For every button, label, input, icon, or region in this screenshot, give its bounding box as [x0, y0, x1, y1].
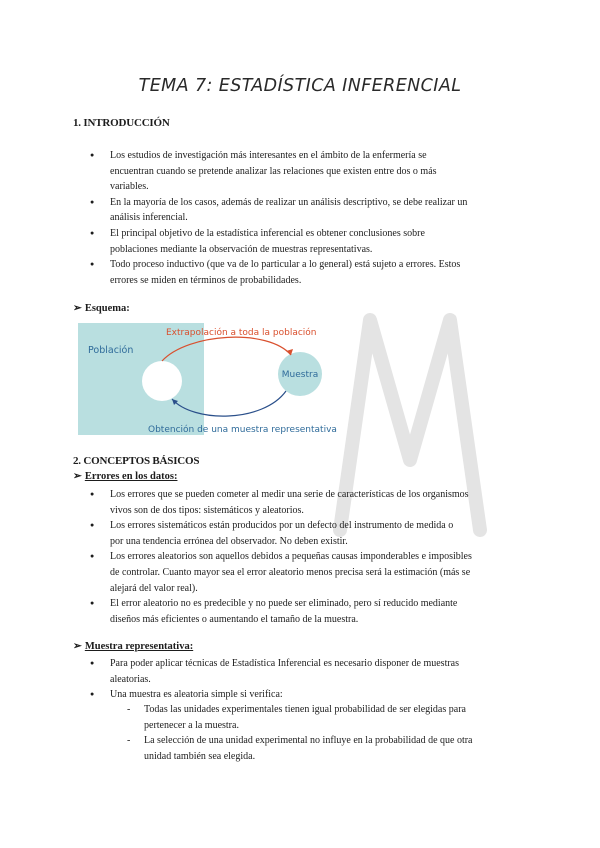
population-sample-diagram [78, 323, 344, 435]
poblacion-label: Población [88, 345, 134, 356]
list-item: ● Todo proceso inductivo (que va de lo particular a lo general) está sujeto a errores. Estos errores se miden en términos de probabilidades. [88, 257, 528, 288]
population-box [78, 323, 204, 435]
list-item: ● Los estudios de investigación más interesantes en el ámbito de la enfermería se encuentran cuando se pretende analizar las relaciones que existen entre dos o más variables. [88, 148, 528, 195]
list-item: - La selección de una unidad experimental no influye en la probabilidad de que otra unidad también sea elegida. [127, 733, 532, 764]
section-heading-conceptos: 2. CONCEPTOS BÁSICOS [73, 455, 200, 467]
muestra-representativa-label: ➢ Muestra representativa: [73, 641, 194, 652]
sample-hole-circle [142, 361, 182, 401]
intro-bullet-list [88, 148, 528, 288]
arrow-bullet-icon: ➢ [73, 641, 82, 652]
arrow-bullet-icon: ➢ [73, 303, 82, 314]
list-item: ● El principal objetivo de la estadística inferencial es obtener conclusiones sobre poblaciones mediante la observación de muestras representativas. [88, 226, 528, 257]
muestra-dash-list [127, 702, 532, 764]
list-item: ● Los errores sistemáticos están producidos por un defecto del instrumento de medida o por una tendencia errónea del observador. No deben existir. [88, 518, 528, 549]
list-item: ● El error aleatorio no es predecible y no puede ser eliminado, pero sí reducido mediante diseños más eficientes o aumentando el tamaño de la muestra. [88, 596, 528, 627]
schema-label: ➢ Esquema: [73, 303, 130, 314]
errores-label: ➢ Errores en los datos: [73, 471, 178, 482]
list-item: ● Los errores aleatorios son aquellos debidos a pequeñas causas imponderables e imposibles de controlar. Cuanto mayor sea el error aleatorio menos precisa será la estimación (más se alejará del valor real). [88, 549, 528, 596]
errores-bullet-list [88, 487, 528, 627]
arrow-bullet-icon: ➢ [73, 471, 82, 482]
list-item: - Todas las unidades experimentales tienen igual probabilidad de ser elegidas para pertenecer a la muestra. [127, 702, 532, 733]
list-item: ● En la mayoría de los casos, además de realizar un análisis descriptivo, se debe realizar un análisis inferencial. [88, 195, 528, 226]
muestra-bullet-list [88, 656, 528, 703]
section-heading-introduccion: 1. INTRODUCCIÓN [73, 117, 170, 129]
muestra-label: Muestra [281, 370, 319, 380]
list-item: ● Los errores que se pueden cometer al medir una serie de características de los organismos vivos son de dos tipos: sistemáticos y aleatorios. [88, 487, 528, 518]
list-item: ● Una muestra es aleatoria simple si verifica: [88, 687, 528, 703]
obtencion-label: Obtención de una muestra representativa [148, 425, 337, 435]
extrapolacion-label: Extrapolación a toda la población [166, 328, 317, 338]
list-item: ● Para poder aplicar técnicas de Estadística Inferencial es necesario disponer de muestras aleatorias. [88, 656, 528, 687]
page-title: TEMA 7: ESTADÍSTICA INFERENCIAL [138, 76, 462, 96]
